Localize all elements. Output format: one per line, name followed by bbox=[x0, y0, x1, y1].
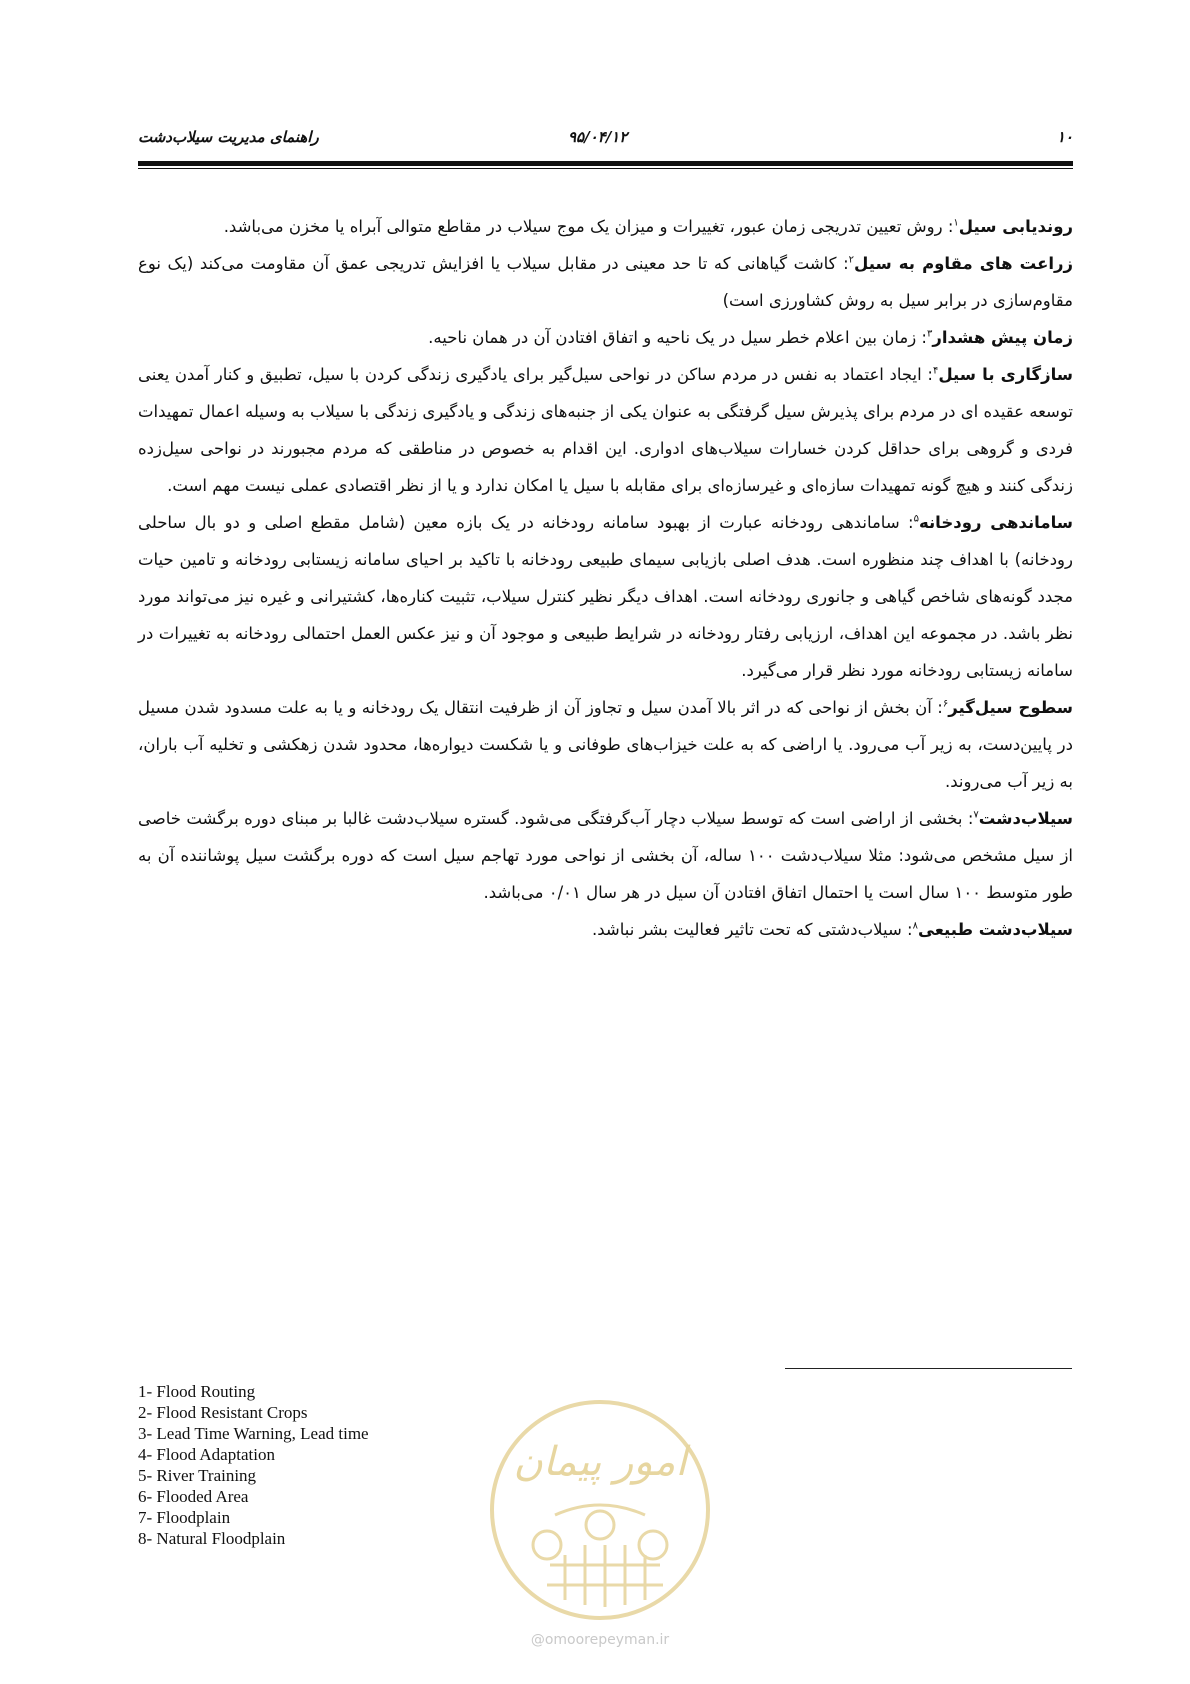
definition-paragraph bbox=[138, 911, 1073, 948]
definition-paragraph bbox=[138, 208, 1073, 245]
definition-term: زمان پیش هشدار bbox=[932, 328, 1073, 347]
header-rule-thin bbox=[138, 168, 1073, 169]
footnote-ref: ۲ bbox=[848, 254, 855, 266]
book-title: راهنمای مدیریت سیلاب‌دشت bbox=[138, 128, 319, 146]
definition-term: روندیابی سیل bbox=[958, 217, 1073, 236]
footnote-ref: ۶ bbox=[942, 698, 949, 710]
definition-text: : ساماندهی رودخانه عبارت از بهبود سامانه رودخانه در یک بازه معین (شامل مقطع اصلی و دو بال ساحلی رودخانه) با اهداف چند منظوره است. هدف اصلی بازیابی سیمای طبیعی رودخانه با تاکید بر احیای سامانه زیستابی رودخانه و تامین حیات مجدد گونه‌های شاخص گیاهی و جانوری رودخانه است. اهداف دیگر نظیر کنترل سیلاب، تثبیت کناره‌ها، کشتیرانی و غیره نیز می‌تواند مورد نظر باشد. در مجموعه این اهداف، ارزیابی رفتار رودخانه در شرایط طبیعی و موجود آن و نیز عکس العمل احتمالی رودخانه به تغییرات در سامانه زیستابی رودخانه مورد نظر قرار می‌گیرد. bbox=[138, 513, 1073, 680]
svg-text:امور پیمان: امور پیمان bbox=[513, 1439, 687, 1485]
footnote-item: 6- Flooded Area bbox=[138, 1487, 249, 1506]
definition-text: : زمان بین اعلام خطر سیل در یک ناحیه و اتفاق افتادن آن در همان ناحیه. bbox=[428, 328, 927, 347]
footnote-ref: ۵ bbox=[913, 513, 919, 525]
definition-text: : کاشت گیاهانی که تا حد معینی در مقابل سیلاب یا افزایش تدریجی عمق آن مقاومت می‌کند (یک نوع مقاوم‌سازی در برابر سیل به روش کشاورزی است) bbox=[138, 254, 1073, 310]
definition-paragraph bbox=[138, 245, 1073, 319]
footnote-ref: ۱ bbox=[953, 217, 959, 229]
definition-term: سازگاری با سیل bbox=[938, 365, 1074, 384]
definition-paragraph bbox=[138, 504, 1073, 689]
footnote-item: 5- River Training bbox=[138, 1466, 257, 1485]
definition-term: ساماندهی رودخانه bbox=[918, 513, 1073, 532]
definition-text: : روش تعیین تدریجی زمان عبور، تغییرات و میزان یک موج سیلاب در مقاطع متوالی آبراه یا مخزن می‌باشد. bbox=[223, 217, 954, 236]
page-number: ۱۰ bbox=[1056, 128, 1073, 146]
definition-text: : سیلاب‌دشتی که تحت تاثیر فعالیت بشر نباشد. bbox=[591, 920, 913, 939]
definitions-body bbox=[138, 208, 1073, 948]
footnote-item: 7- Floodplain bbox=[138, 1508, 231, 1527]
definition-text: : ایجاد اعتماد به نفس در مردم ساکن در نواحی سیل‌گیر برای یادگیری زندگی کردن با سیل، تطبیق و کنار آمدن یعنی توسعه عقیده ای در مردم برای پذیرش سیل گرفتگی به عنوان یکی از جنبه‌های زندگی و یادگیری زندگی با سیلاب به وسیله اعمال تمهیدات فردی و گروهی برای حداقل کردن خسارات سیلاب‌های ادواری. این اقدام به خصوص در مناطقی که مردم مجبورند در نواحی سیل‌زده زندگی کنند و هیچ گونه تمهیدات سازه‌ای و غیرسازه‌ای برای مقابله با سیل یا امکان ندارد و یا از نظر اقتصادی عملی نیست مهم است. bbox=[138, 365, 1073, 495]
definition-text: : آن بخش از نواحی که در اثر بالا آمدن سیل و تجاوز آن از ظرفیت انتقال یک رودخانه و یا به علت مسدود شدن مسیل در پایین‌دست، به زیر آب می‌رود. یا اراضی که به علت خیزاب‌های طوفانی و یا شکست دیواره‌ها، محدود شدن زهکشی و تخلیه آب باران، به زیر آب می‌روند. bbox=[138, 698, 1073, 791]
footnote-item: 2- Flood Resistant Crops bbox=[138, 1403, 308, 1422]
page-header bbox=[138, 128, 1073, 152]
footnotes bbox=[138, 1381, 369, 1549]
header-rule-thick bbox=[138, 161, 1073, 166]
watermark-seal-logo bbox=[485, 1395, 715, 1625]
footnote-separator bbox=[785, 1368, 1072, 1369]
footnote-ref: ۳ bbox=[926, 328, 933, 340]
footnote-item: 3- Lead Time Warning, Lead time bbox=[138, 1424, 369, 1443]
footnote-item: 4- Flood Adaptation bbox=[138, 1445, 275, 1464]
footnote-ref: ۴ bbox=[932, 365, 939, 377]
header-date: ۹۵/۰۴/۱۲ bbox=[568, 128, 628, 146]
at-icon: @ bbox=[530, 1632, 545, 1648]
footnote-ref: ۷ bbox=[973, 809, 979, 821]
footnote-ref: ۸ bbox=[912, 920, 918, 932]
definition-paragraph bbox=[138, 800, 1073, 911]
definition-paragraph bbox=[138, 356, 1073, 504]
definition-paragraph bbox=[138, 689, 1073, 800]
definition-paragraph bbox=[138, 319, 1073, 356]
watermark-site: @omoorepeyman.ir bbox=[530, 1632, 670, 1648]
footnote-item: 8- Natural Floodplain bbox=[138, 1529, 286, 1548]
definition-text: : بخشی از اراضی است که توسط سیلاب دچار آب‌گرفتگی می‌شود. گستره سیلاب‌دشت غالبا بر مبنای دوره برگشت خاصی از سیل مشخص می‌شود: مثلا سیلاب‌دشت ۱۰۰ ساله، آن بخشی از نواحی مورد تهاجم سیل است که دوره برگشت سیل پوشاننده آن به طور متوسط ۱۰۰ سال است یا احتمال اتفاق افتادن آن سیل در هر سال ۰/۰۱ می‌باشد. bbox=[138, 809, 1073, 902]
footnote-item: 1- Flood Routing bbox=[138, 1382, 256, 1401]
definition-term: سیلاب‌دشت طبیعی bbox=[918, 920, 1073, 939]
definition-term: سطوح سیل‌گیر bbox=[948, 698, 1073, 717]
definition-term: سیلاب‌دشت bbox=[978, 809, 1073, 828]
definition-term: زراعت های مقاوم به سیل bbox=[854, 254, 1073, 273]
